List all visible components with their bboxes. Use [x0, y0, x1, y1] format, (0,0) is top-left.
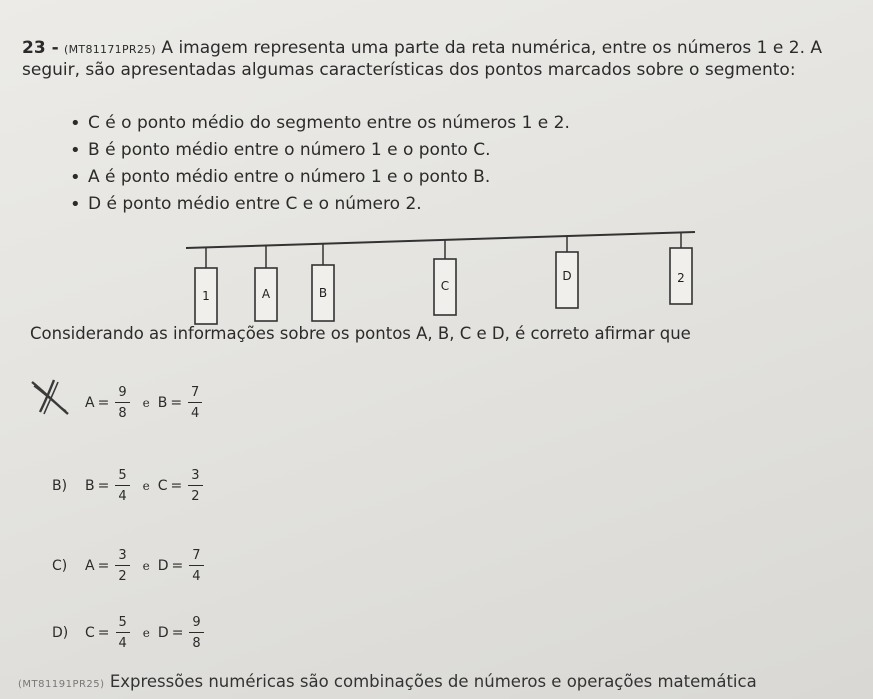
question-text-line1: A imagem representa uma parte da reta numérica, entre os números 1 e 2. A — [161, 38, 823, 58]
option-c[interactable]: C) A = $\frac{3}{2}$ e D = $\frac{7}{4}$ — [52, 543, 204, 589]
label-d: D — [562, 269, 572, 283]
number-line-figure — [180, 228, 720, 328]
option-a[interactable]: A = $\frac{9}{8}$ e B = $\frac{7}{4}$ — [52, 380, 202, 426]
fraction: $\frac{7}{4}$ — [189, 548, 203, 584]
option-var2: D — [157, 625, 169, 641]
footer-code: (MT81191PR25) — [18, 679, 105, 690]
fact-item: • A é ponto médio entre o número 1 e o ponto B. — [70, 164, 570, 191]
option-letter: C) — [52, 558, 68, 574]
fraction: $\frac{5}{4}$ — [115, 468, 129, 504]
option-letter: B) — [52, 478, 68, 494]
fraction: $\frac{9}{8}$ — [189, 615, 203, 651]
option-conj: e — [142, 559, 150, 573]
fact-item: • D é ponto médio entre C e o número 2. — [70, 191, 570, 218]
question-text-line2: seguir, são apresentadas algumas características dos pontos marcados sobre o segmento: — [22, 60, 796, 80]
label-2: 2 — [677, 271, 685, 285]
label-1: 1 — [202, 289, 210, 303]
option-var1: A — [85, 558, 95, 574]
number-line — [186, 232, 695, 248]
fraction: $\frac{3}{2}$ — [115, 548, 129, 584]
facts-list — [70, 110, 570, 218]
option-var1: B — [85, 478, 95, 494]
option-var2: B — [157, 395, 168, 411]
question-code: (MT81171PR25) — [64, 43, 157, 56]
fraction: $\frac{5}{4}$ — [116, 615, 130, 651]
option-d[interactable]: D) C = $\frac{5}{4}$ e D = $\frac{9}{8}$ — [52, 610, 204, 656]
label-c: C — [440, 279, 450, 293]
option-var1: C — [85, 625, 95, 641]
fact-item: • B é ponto médio entre o número 1 e o ponto C. — [70, 137, 570, 164]
fraction: $\frac{9}{8}$ — [115, 385, 129, 421]
question-stem — [22, 38, 857, 81]
fraction: $\frac{7}{4}$ — [188, 385, 202, 421]
fraction: $\frac{3}{2}$ — [188, 468, 202, 504]
option-letter: D) — [52, 625, 69, 641]
option-var2: C — [157, 478, 168, 494]
label-a: A — [261, 287, 271, 301]
option-b[interactable]: B) B = $\frac{5}{4}$ e C = $\frac{3}{2}$ — [52, 463, 203, 509]
option-var2: D — [157, 558, 169, 574]
option-conj: e — [142, 396, 150, 410]
question-number: 23 - — [22, 38, 59, 58]
label-b: B — [318, 286, 328, 300]
prompt-text: Considerando as informações sobre os pontos A, B, C e D, é correto afirmar que — [30, 324, 691, 343]
option-conj: e — [142, 626, 150, 640]
next-question-footer — [18, 672, 757, 691]
option-conj: e — [142, 479, 150, 493]
option-var1: A — [85, 395, 95, 411]
footer-text: Expressões numéricas são combinações de números e operações matemática — [109, 672, 757, 691]
fact-item: • C é o ponto médio do segmento entre os números 1 e 2. — [70, 110, 570, 137]
